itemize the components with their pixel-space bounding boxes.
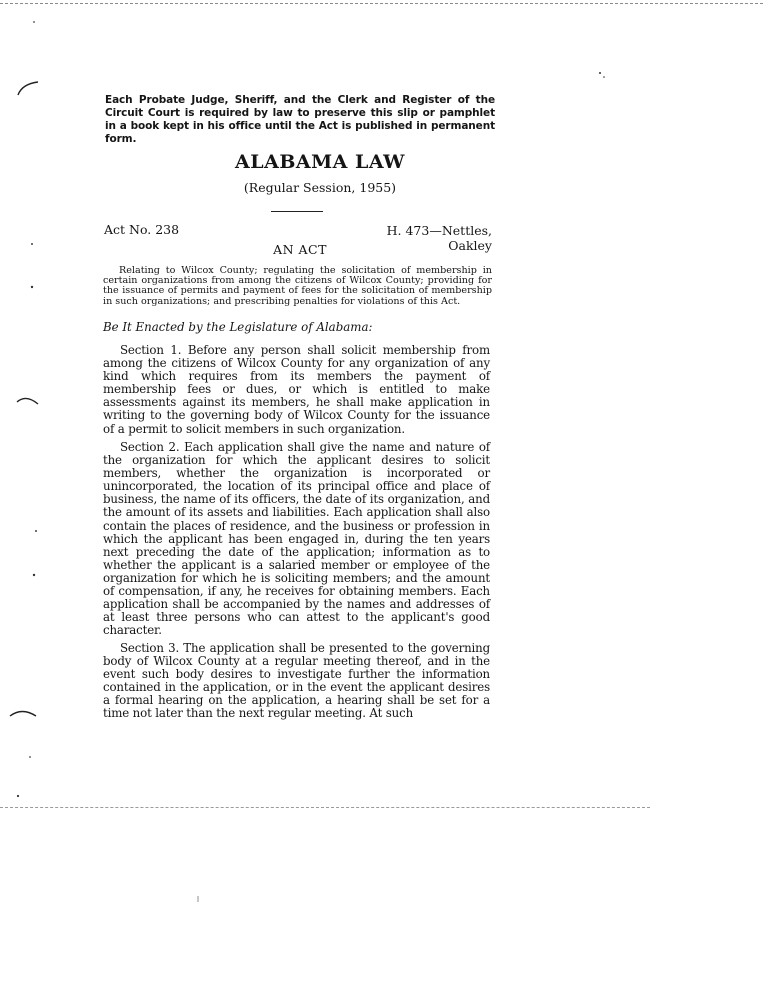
- document-title: ALABAMA LAW: [234, 151, 406, 173]
- act-heading: AN ACT: [273, 242, 327, 257]
- section-3: [103, 642, 490, 721]
- session-line: (Regular Session, 1955): [243, 180, 397, 195]
- act-summary: [103, 266, 492, 307]
- section-3-text: Section 3. The application shall be presented to the governing body of Wilcox County at a regular meeting thereof, and in the event such body desires to investigate further the information contained in the application, or in the event the applicant desires a formal hearing on the application, a hearing shall be set for a time not later than the next regular meeting. At such: [103, 641, 490, 721]
- section-1-text: Section 1. Before any person shall solicit membership from among the citizens of Wilcox County for any organization of any kind which requires from its members the payment of membership fees or dues, or which is entitled to make assessments against its members, he shall make application in writing to the governing body of Wilcox County for the issuance of a permit to solicit members in such organization.: [103, 343, 490, 436]
- enacting-clause: Be It Enacted by the Legislature of Alabama:: [103, 320, 373, 334]
- bill-sponsors: H. 473—Nettles, Oakley: [386, 223, 492, 253]
- section-2-text: Section 2. Each application shall give the name and nature of the organization for which the applicant desires to solicit members, whether the organization is incorporated or unincorporated, the location of its principal office and place of business, the name of its officers, the date of its organization, and the amount of its assets and liabilities. Each application shall also contain the places of residence, and the business or profession in which the applicant has been engaged in, during the ten years next preceding the date of the application; information as to whether the applicant is a salaried member or employee of the organization for which he is soliciting members; and the amount of compensation, if any, he receives for obtaining members. Each application shall be accompanied by the names and addresses of at least three persons who can attest to the applicant's good character.: [103, 440, 490, 638]
- title-divider: [271, 211, 323, 212]
- section-1: [103, 344, 490, 436]
- bottom-edge-rule: [0, 807, 650, 808]
- section-2: [103, 441, 490, 637]
- preservation-notice: Each Probate Judge, Sheriff, and the Clerk and Register of the Circuit Court is required by law to preserve this slip or pamphlet in a book kept in his office until the Act is published in permanent form.: [105, 94, 495, 145]
- act-number: Act No. 238: [104, 222, 180, 237]
- summary-text: Relating to Wilcox County; regulating the solicitation of membership in certain organizations from among the citizens of Wilcox County; providing for the issuance of permits and payment of fees for the solicitation of membership in such organizations; and prescribing penalties for violations of this Act.: [103, 265, 492, 307]
